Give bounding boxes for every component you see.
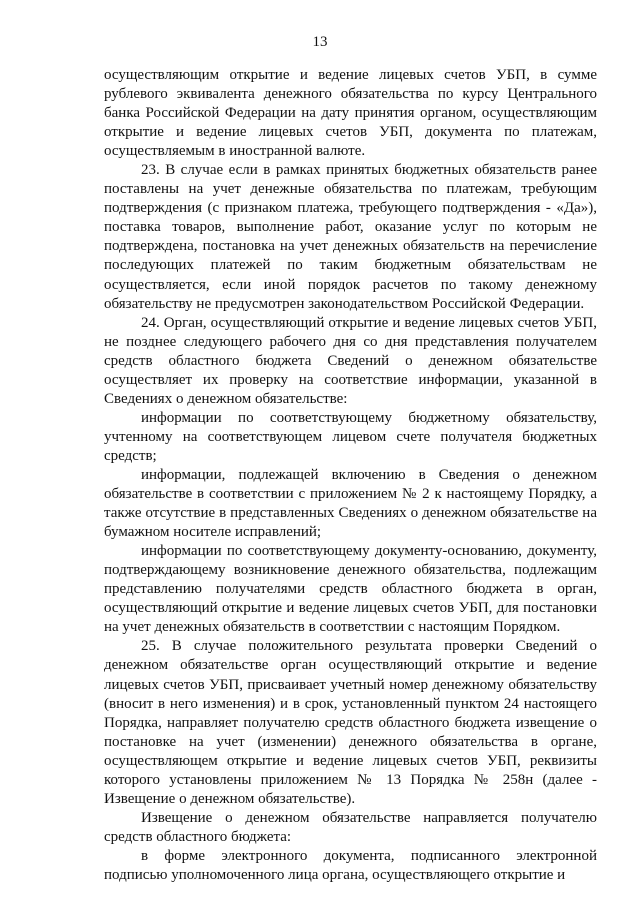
paragraph-clause-25: 25. В случае положительного результата проверки Сведений о денежном обязательстве орган осуществляющий открытие и ведение лицевых счетов УБП, присваивает учетный номер денежному обязательству (вносит в него изменения) и в срок, установленный пунктом 24 настоящего Порядка, направляет получателю средств областного бюджета извещение о постановке на учет (изменении) денежного обязательства в органе, осуществляющем открытие и ведение лицевых счетов УБП, реквизиты которого установлены приложением № 13 Порядка № 258н (далее - Извещение о денежном обязательстве).: [104, 638, 597, 807]
paragraph-notice: Извещение о денежном обязательстве направляется получателю средств областного бюджета:: [104, 809, 597, 845]
paragraph-clause-23: 23. В случае если в рамках принятых бюджетных обязательств ранее поставлены на учет денежные обязательства по платежам, требующим подтверждения (с признаком платежа, требующего подтверждения - «Да»), поставка товаров, выполнение работ, оказание услуг по которым не подтверждена, постановка на учет денежных обязательств на перечисление последующих платежей по таким бюджетным обязательствам не осуществляется, если иной порядок расчетов по такому денежному обязательству не предусмотрен законодательством Российской Федерации.: [104, 162, 597, 312]
paragraph-notice-form: в форме электронного документа, подписанного электронной подписью уполномоченного лица органа, осуществляющего открытие и: [104, 847, 597, 883]
paragraph-continuation: осуществляющим открытие и ведение лицевых счетов УБП, в сумме рублевого эквивалента денежного обязательства по курсу Центрального банка Российской Федерации на дату принятия органом, осуществляющим открытие и ведение лицевых счетов УБП, документа по платежам, осуществляемым в иностранной валюте.: [104, 67, 597, 160]
paragraph-check-item-2: информации, подлежащей включению в Сведения о денежном обязательстве в соответствии с приложением № 2 к настоящему Порядку, а также отсутствие в представленных Сведениях о денежном обязательстве на бумажном носителе исправлений;: [104, 466, 597, 541]
paragraph-check-item-1: информации по соответствующему бюджетному обязательству, учтенному на соответствующем лицевом счете получателя бюджетных средств;: [104, 409, 597, 464]
paragraph-check-item-3: информации по соответствующему документу-основанию, документу, подтверждающему возникновение денежного обязательства, подлежащим представлению получателями средств областного бюджета в орган, осуществляющий открытие и ведение лицевых счетов УБП, для постановки на учет денежных обязательств в соответствии с настоящим Порядком.: [104, 543, 597, 636]
document-body: [104, 66, 597, 885]
paragraph-clause-24: 24. Орган, осуществляющий открытие и ведение лицевых счетов УБП, не позднее следующего рабочего дня со дня представления получателем средств областного бюджета Сведений о денежном обязательстве осуществляет их проверку на соответствие информации, указанной в Сведениях о денежном обязательстве:: [104, 314, 597, 407]
page-number: 13: [312, 34, 328, 50]
